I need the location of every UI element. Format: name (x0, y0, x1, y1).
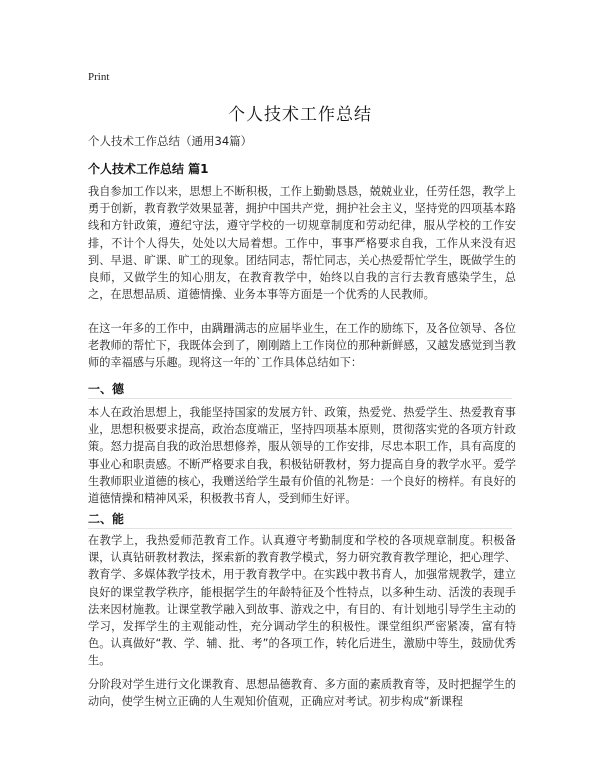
paragraph-education: 分阶段对学生进行文化课教育、思想品德教育、多方面的素质教育等，及时把握学生的动向，使学生树立正确的人生观知价值观，正确应对考试。初步构成“新课程 (88, 678, 516, 709)
section-heading-morality: 一、德 (88, 382, 125, 396)
print-link[interactable]: Print (88, 71, 110, 83)
paragraph-summary: 在这一年多的工作中，由蹒跚满志的应届毕业生，在工作的励练下，及各位领导、各位老教师的帮忙下，我既体会到了，刚刚踏上工作岗位的那种新鲜感，又越发感觉到当教师的幸福感与乐趣。现将这一年的`工作具体总结如下： (88, 322, 516, 370)
paragraph-intro: 我自参加工作以来，思想上不断积极，工作上勤勤恳恳，兢兢业业，任劳任怨，教学上勇于创新，教育教学效果显著，拥护中国共产党，拥护社会主义，坚持党的四项基本路线和方针政策，遵纪守法，遵守学校的一切规章制度和劳动纪律，服从学校的工作安排，不计个人得失，处处以大局着想。工作中，事事严格要求自我，工作从来没有迟到、早退、旷课、旷工的现象。团结同志，帮忙同志，关心热爱帮忙学生，既做学生的良师，又做学生的知心朋友，在教育教学中，始终以自我的言行去教育感染学生，总之，在思想品质、道德情操、业务本事等方面是一个优秀的人民教师。 (88, 185, 516, 302)
section-heading-ability: 二、能 (88, 512, 125, 526)
page-title: 个人技术工作总结 (228, 105, 372, 125)
paragraph-teaching: 在教学上，我热爱师范教育工作。认真遵守考勤制度和学校的各项规章制度。积极备课，认真钻研教材教法，探索新的教育教学模式，努力研究教育教学理论，把心理学、教育学、多媒体教学技术，用于教育教学中。在实践中教书育人，加强常规教学，建立良好的课堂教学秩序，能根据学生的年龄特征及个性特点，以多种生动、活泼的表现手法来因材施教。让课堂教学融入到故事、游戏之中，有目的、有计划地引导学生主动的学习，发挥学生的主观能动性，充分调动学生的积极性。课堂组织严密紧凑，富有特色。认真做好“教、学、辅、批、考”的各项工作，转化后进生，激励中等生，鼓励优秀生。 (88, 534, 516, 668)
section-divider (88, 528, 512, 529)
document-subtitle: 个人技术工作总结（通用34篇） (88, 134, 253, 148)
section-divider (88, 398, 512, 399)
article-heading: 个人技术工作总结 篇1 (88, 162, 209, 176)
paragraph-morality: 本人在政治思想上，我能坚持国家的发展方针、政策，热爱党、热爱学生、热爱教育事业，思想积极要求提高，政治态度端正，坚持四项基本原则，贯彻落实党的各项方针政策。怒力提高自我的政治思想修养，服从领导的工作安排，尽忠本职工作，具有高度的事业心和职责感。不断严格要求自我，积极钻研教材，努力提高自身的教学水平。爱学生教师职业道德的核心，我赠送给学生最有价值的礼物是：一个良好的榜样。有良好的道德情操和精神风采，积极教书育人，受到师生好评。 (88, 406, 516, 506)
